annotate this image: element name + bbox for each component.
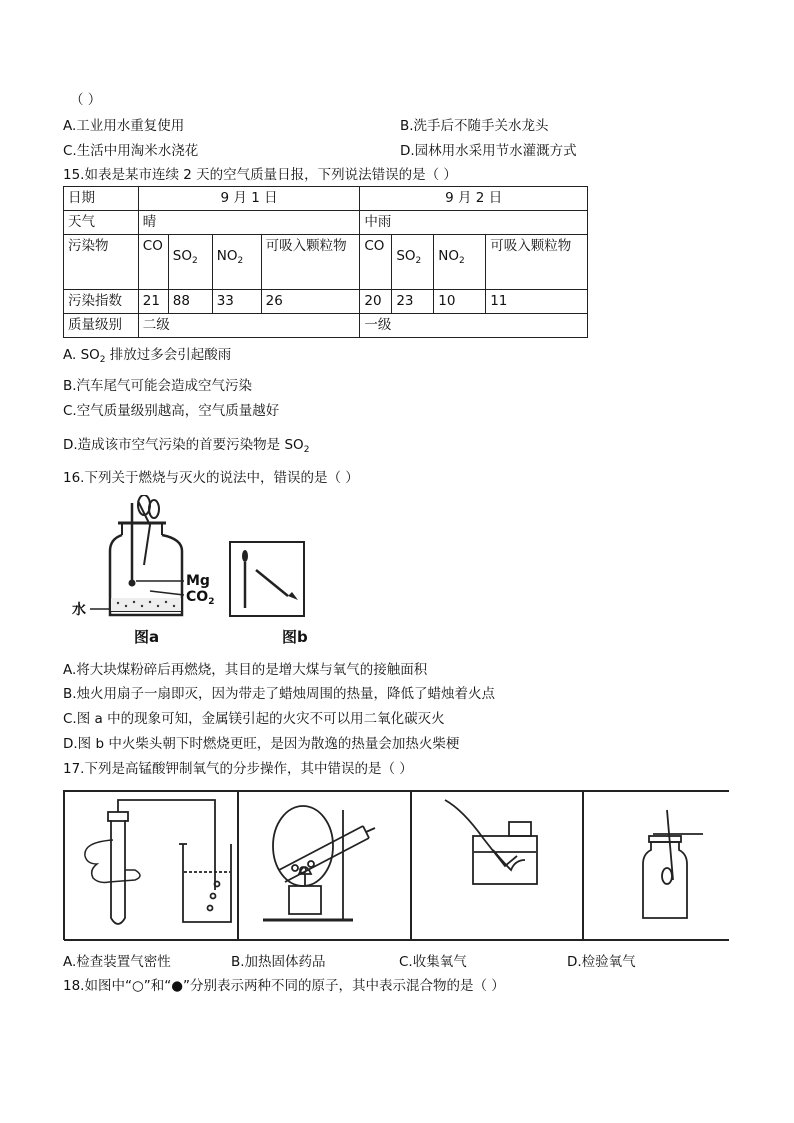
panel-c-collect-oxygen [445, 800, 537, 884]
q16-option-c[interactable]: C.图 a 中的现象可知，金属镁引起的火灾不可以用二氧化碳灭火 [63, 711, 445, 727]
cell-index2-pm: 11 [486, 290, 588, 314]
caption-figure-a: 图a [134, 628, 160, 646]
cell-index1-pm: 26 [261, 290, 360, 314]
q17-option-c[interactable]: C.收集氧气 [399, 954, 467, 970]
q16-stem: 16.下列关于燃烧与灭火的说法中，错误的是（ ） [63, 470, 359, 486]
cell-pollutant-co: CO [138, 235, 168, 290]
q18-stem: 18.如图中“○”和“●”分别表示两种不同的原子，其中表示混合物的是（ ） [63, 978, 505, 994]
label-mg: Mg [186, 573, 210, 589]
cell-index1-so2: 88 [168, 290, 212, 314]
q17-option-b[interactable]: B.加热固体药品 [231, 954, 326, 970]
cell-weather-label: 天气 [64, 211, 139, 235]
q16-option-d[interactable]: D.图 b 中火柴头朝下时燃烧更旺，是因为散逸的热量会加热火柴梗 [63, 736, 460, 752]
cell-level1: 二级 [138, 314, 360, 338]
q14-option-a[interactable]: A.工业用水重复使用 [63, 118, 185, 134]
q14-option-c[interactable]: C.生活中用淘米水浇花 [63, 143, 199, 159]
cell-day1: 9 月 1 日 [138, 187, 360, 211]
cell-pollutant-so2-2: $SO_2$ [392, 235, 434, 290]
q15-option-a[interactable]: A. $SO_2$ 排放过多会引起酸雨 [63, 347, 232, 365]
q17-option-d[interactable]: D.检验氧气 [567, 954, 636, 970]
cell-index2-co: 20 [360, 290, 392, 314]
q16-option-b[interactable]: B.烛火用扇子一扇即灭，因为带走了蜡烛周围的热量，降低了蜡烛着火点 [63, 686, 496, 702]
cell-date-label: 日期 [64, 187, 139, 211]
cell-weather2: 中雨 [360, 211, 588, 235]
q17-stem: 17.下列是高锰酸钾制氧气的分步操作，其中错误的是（ ） [63, 761, 413, 777]
q16-option-a[interactable]: A.将大块煤粉碎后再燃烧，其目的是增大煤与氧气的接触面积 [63, 662, 428, 678]
cell-pollutant-no2-2: $NO_2$ [434, 235, 486, 290]
cell-index-label: 污染指数 [64, 290, 139, 314]
cell-pollutant-so2: $SO_2$ [168, 235, 212, 290]
panel-a-airtightness-check [85, 800, 231, 924]
cell-pollutant-pm-2: 可吸入颗粒物 [486, 235, 588, 290]
cell-level2: 一级 [360, 314, 588, 338]
cell-day2: 9 月 2 日 [360, 187, 588, 211]
q15-option-d[interactable]: D.造成该市空气污染的首要污染物是 $SO_2$ [63, 437, 310, 455]
q17-apparatus-figure [63, 790, 730, 942]
caption-figure-b: 图b [282, 628, 308, 646]
label-water: 水 [72, 602, 86, 618]
panel-d-test-oxygen [643, 810, 703, 918]
cell-pollutant-pm: 可吸入颗粒物 [261, 235, 360, 290]
q17-option-a[interactable]: A.检查装置气密性 [63, 954, 171, 970]
q15-option-c[interactable]: C.空气质量级别越高，空气质量越好 [63, 403, 280, 419]
q15-stem: 15.如表是某市连续 2 天的空气质量日报，下列说法错误的是（ ） [63, 167, 457, 183]
cell-level-label: 质量级别 [64, 314, 139, 338]
cell-pollutant-no2: $NO_2$ [212, 235, 261, 290]
air-quality-table [63, 186, 588, 338]
cell-pollutant-co-2: CO [360, 235, 392, 290]
cell-pollutant-label: 污染物 [64, 235, 139, 290]
figure-b-matches [228, 540, 308, 620]
cell-index1-co: 21 [138, 290, 168, 314]
q15-option-b[interactable]: B.汽车尾气可能会造成空气污染 [63, 378, 253, 394]
panel-b-heating-solid [263, 806, 375, 920]
cell-index1-no2: 33 [212, 290, 261, 314]
q14-option-b[interactable]: B.洗手后不随手关水龙头 [400, 118, 549, 134]
cell-index2-no2: 10 [434, 290, 486, 314]
cell-weather1: 晴 [138, 211, 360, 235]
label-co2: $CO_2$ [186, 589, 215, 607]
q14-option-d[interactable]: D.园林用水采用节水灌溉方式 [400, 143, 577, 159]
q14-stem-tail: （ ） [70, 92, 102, 108]
cell-index2-so2: 23 [392, 290, 434, 314]
